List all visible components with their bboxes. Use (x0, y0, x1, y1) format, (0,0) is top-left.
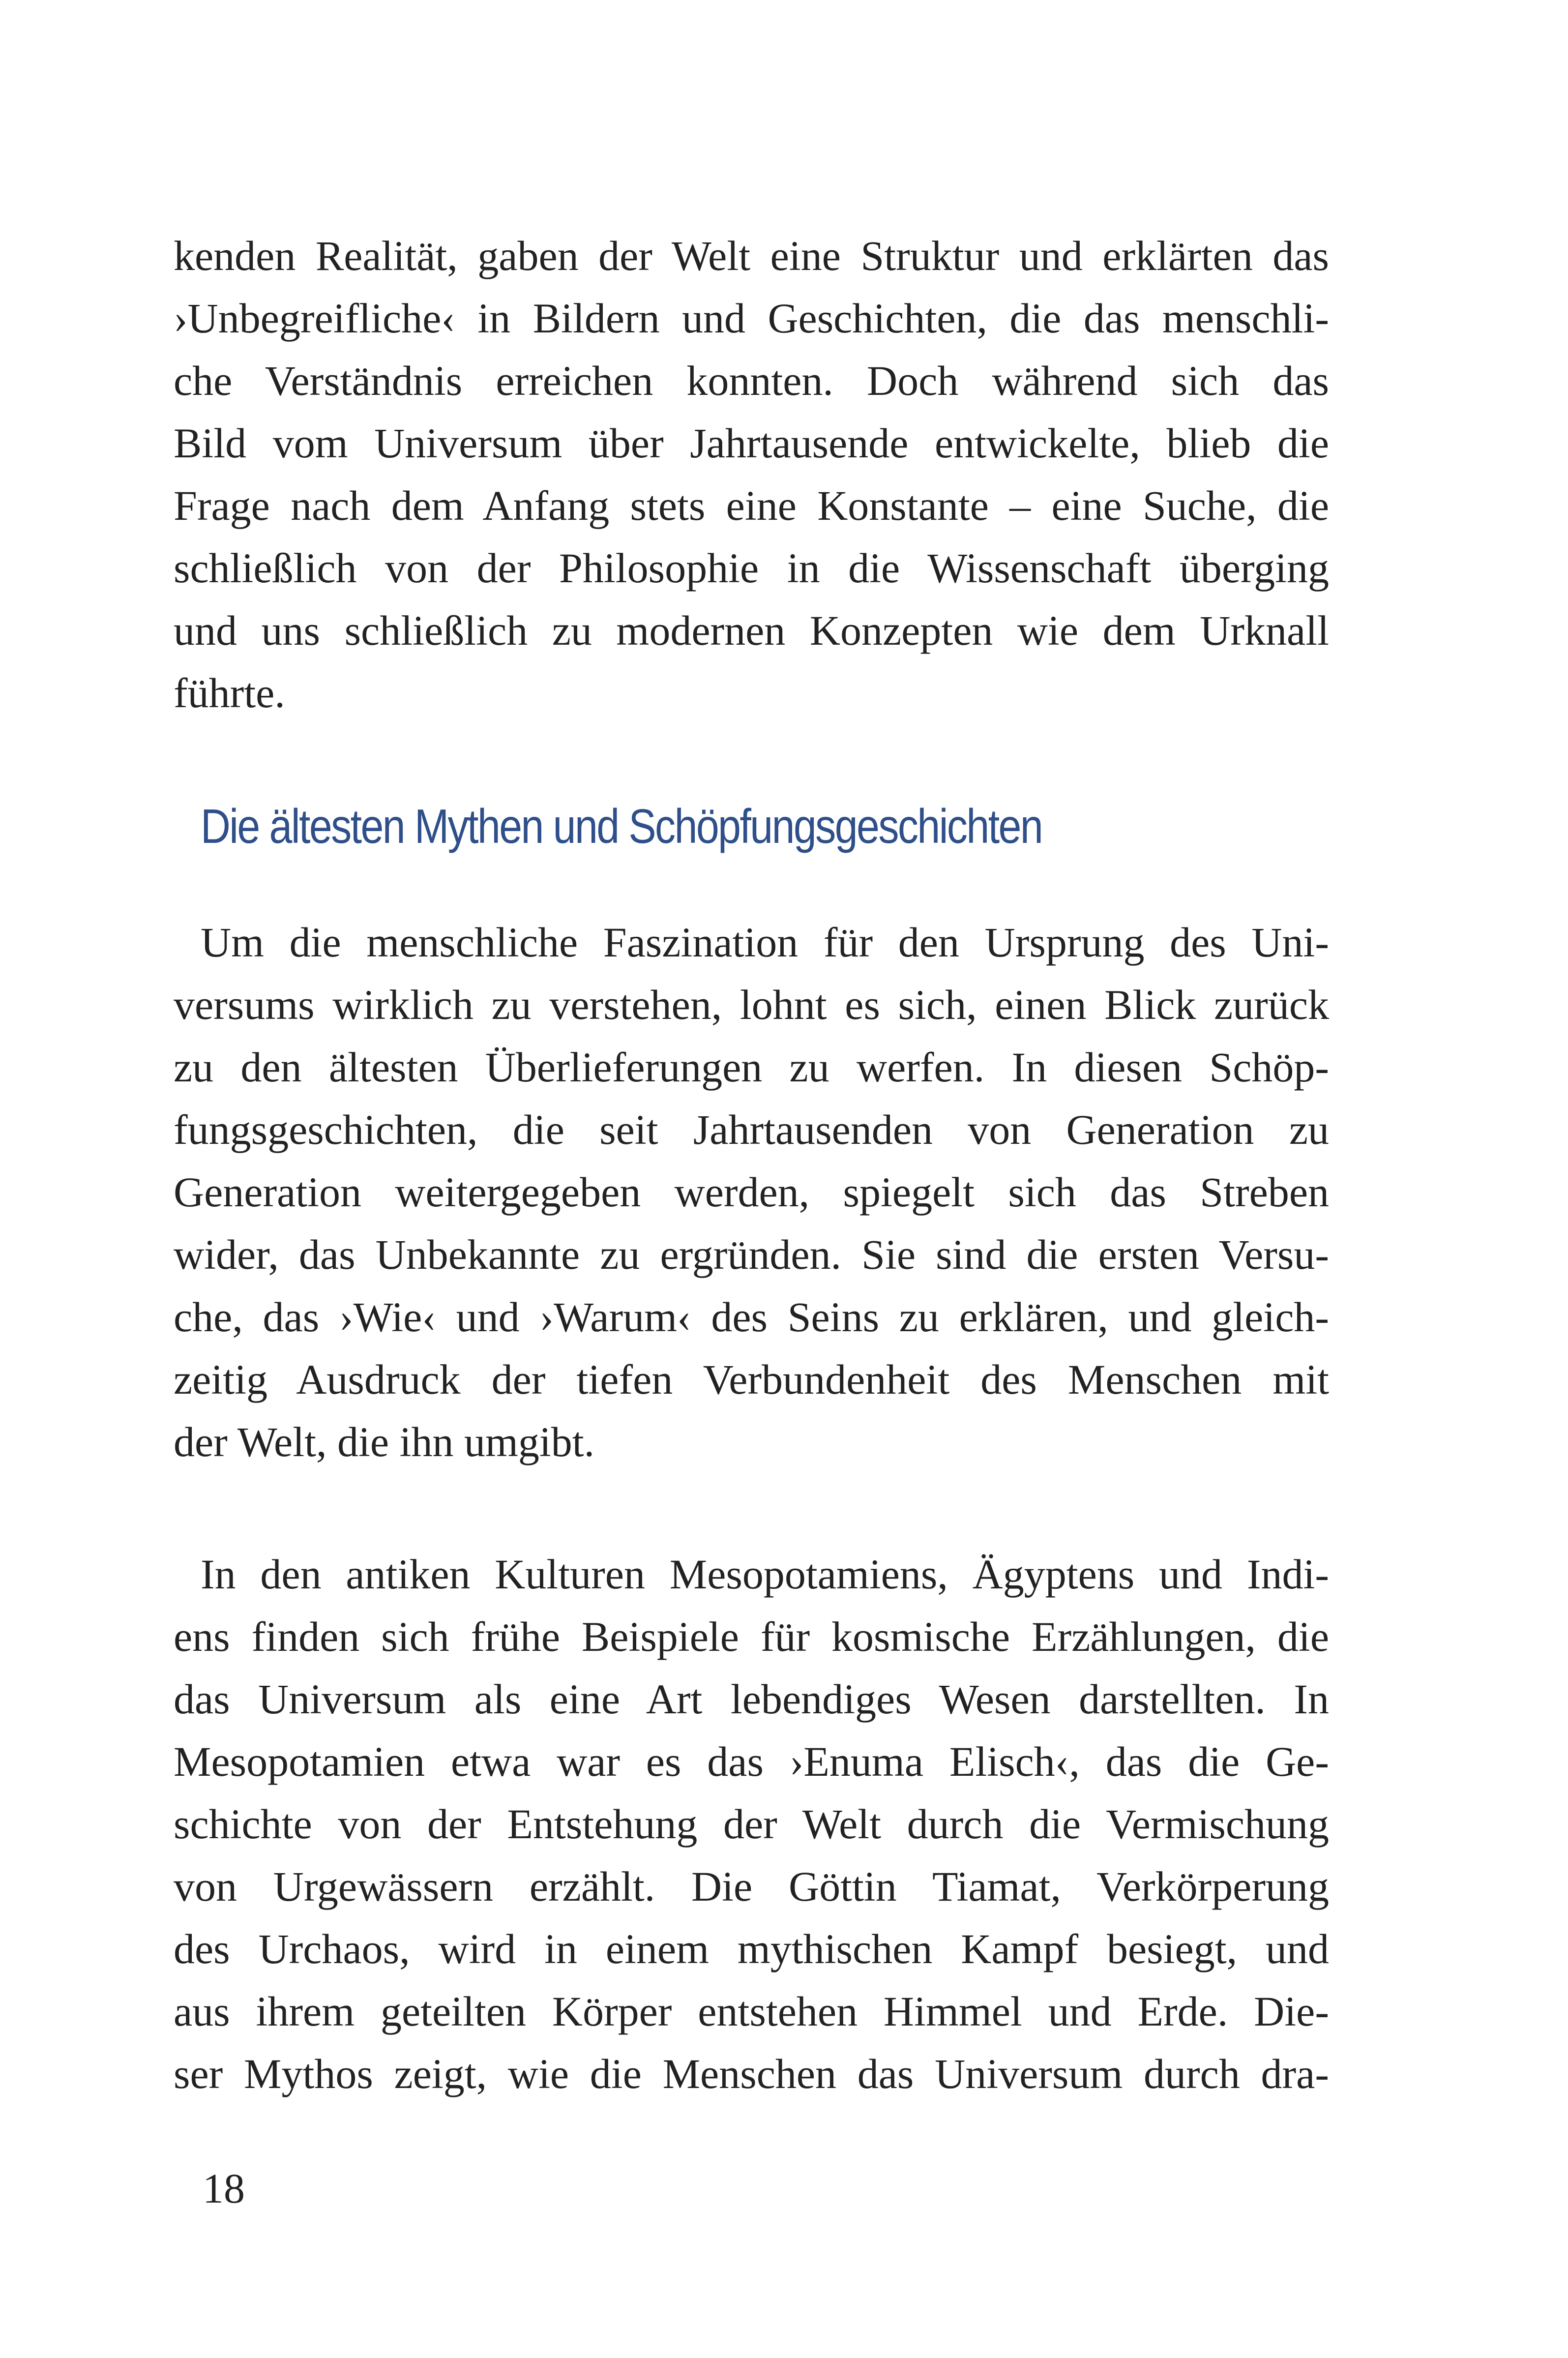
text-line: des Urchaos, wird in einem mythischen Kampf besiegt, und (174, 1925, 1329, 1972)
text-line: In den antiken Kulturen Mesopotamiens, Ägyptens und Indi- (201, 1551, 1329, 1598)
text-line: führte. (174, 669, 285, 716)
text-line: schichte von der Entstehung der Welt durch die Vermischung (174, 1800, 1329, 1848)
text-line: Um die menschliche Faszination für den Ursprung des Uni- (201, 919, 1329, 966)
text-line: Bild vom Universum über Jahrtausende entwickelte, blieb die (174, 419, 1329, 467)
paragraph-two (174, 911, 1329, 1473)
text-line: das Universum als eine Art lebendiges Wesen darstellten. In (174, 1675, 1329, 1723)
text-line: kenden Realität, gaben der Welt eine Struktur und erklärten das (174, 232, 1329, 279)
text-line: Frage nach dem Anfang stets eine Konstante – eine Suche, die (174, 482, 1329, 529)
text-line: Generation weitergegeben werden, spiegelt sich das Streben (174, 1168, 1329, 1216)
text-line: aus ihrem geteilten Körper entstehen Himmel und Erde. Die- (174, 1988, 1329, 2035)
text-line: der Welt, die ihn umgibt. (174, 1418, 595, 1465)
text-line: ens finden sich frühe Beispiele für kosmische Erzählungen, die (174, 1613, 1329, 1660)
text-line: und uns schließlich zu modernen Konzepten wie dem Urknall (174, 607, 1329, 654)
paragraph-three (174, 1543, 1329, 2105)
paragraph-intro (174, 225, 1329, 724)
text-line: zu den ältesten Überlieferungen zu werfen. In diesen Schöp- (174, 1044, 1329, 1091)
text-line: schließlich von der Philosophie in die Wissenschaft überging (174, 544, 1329, 592)
text-line: ser Mythos zeigt, wie die Menschen das Universum durch dra- (174, 2050, 1329, 2097)
text-line: zeitig Ausdruck der tiefen Verbundenheit des Menschen mit (174, 1356, 1329, 1403)
text-line: von Urgewässern erzählt. Die Göttin Tiamat, Verkörperung (174, 1863, 1329, 1910)
text-line: versums wirklich zu verstehen, lohnt es sich, einen Blick zurück (174, 981, 1329, 1028)
text-line: wider, das Unbekannte zu ergründen. Sie sind die ersten Versu- (174, 1231, 1329, 1278)
text-line: che Verständnis erreichen konnten. Doch während sich das (174, 357, 1329, 404)
section-heading: Die ältesten Mythen und Schöpfungsgeschichten (201, 799, 1042, 853)
page-number: 18 (203, 2165, 245, 2212)
text-line: fungsgeschichten, die seit Jahrtausenden von Generation zu (174, 1106, 1329, 1153)
text-line: Mesopotamien etwa war es das ›Enuma Elisch‹, das die Ge- (174, 1738, 1329, 1785)
text-line: che, das ›Wie‹ und ›Warum‹ des Seins zu erklären, und gleich- (174, 1293, 1329, 1341)
text-line: ›Unbegreifliche‹ in Bildern und Geschichten, die das menschli- (174, 295, 1329, 342)
